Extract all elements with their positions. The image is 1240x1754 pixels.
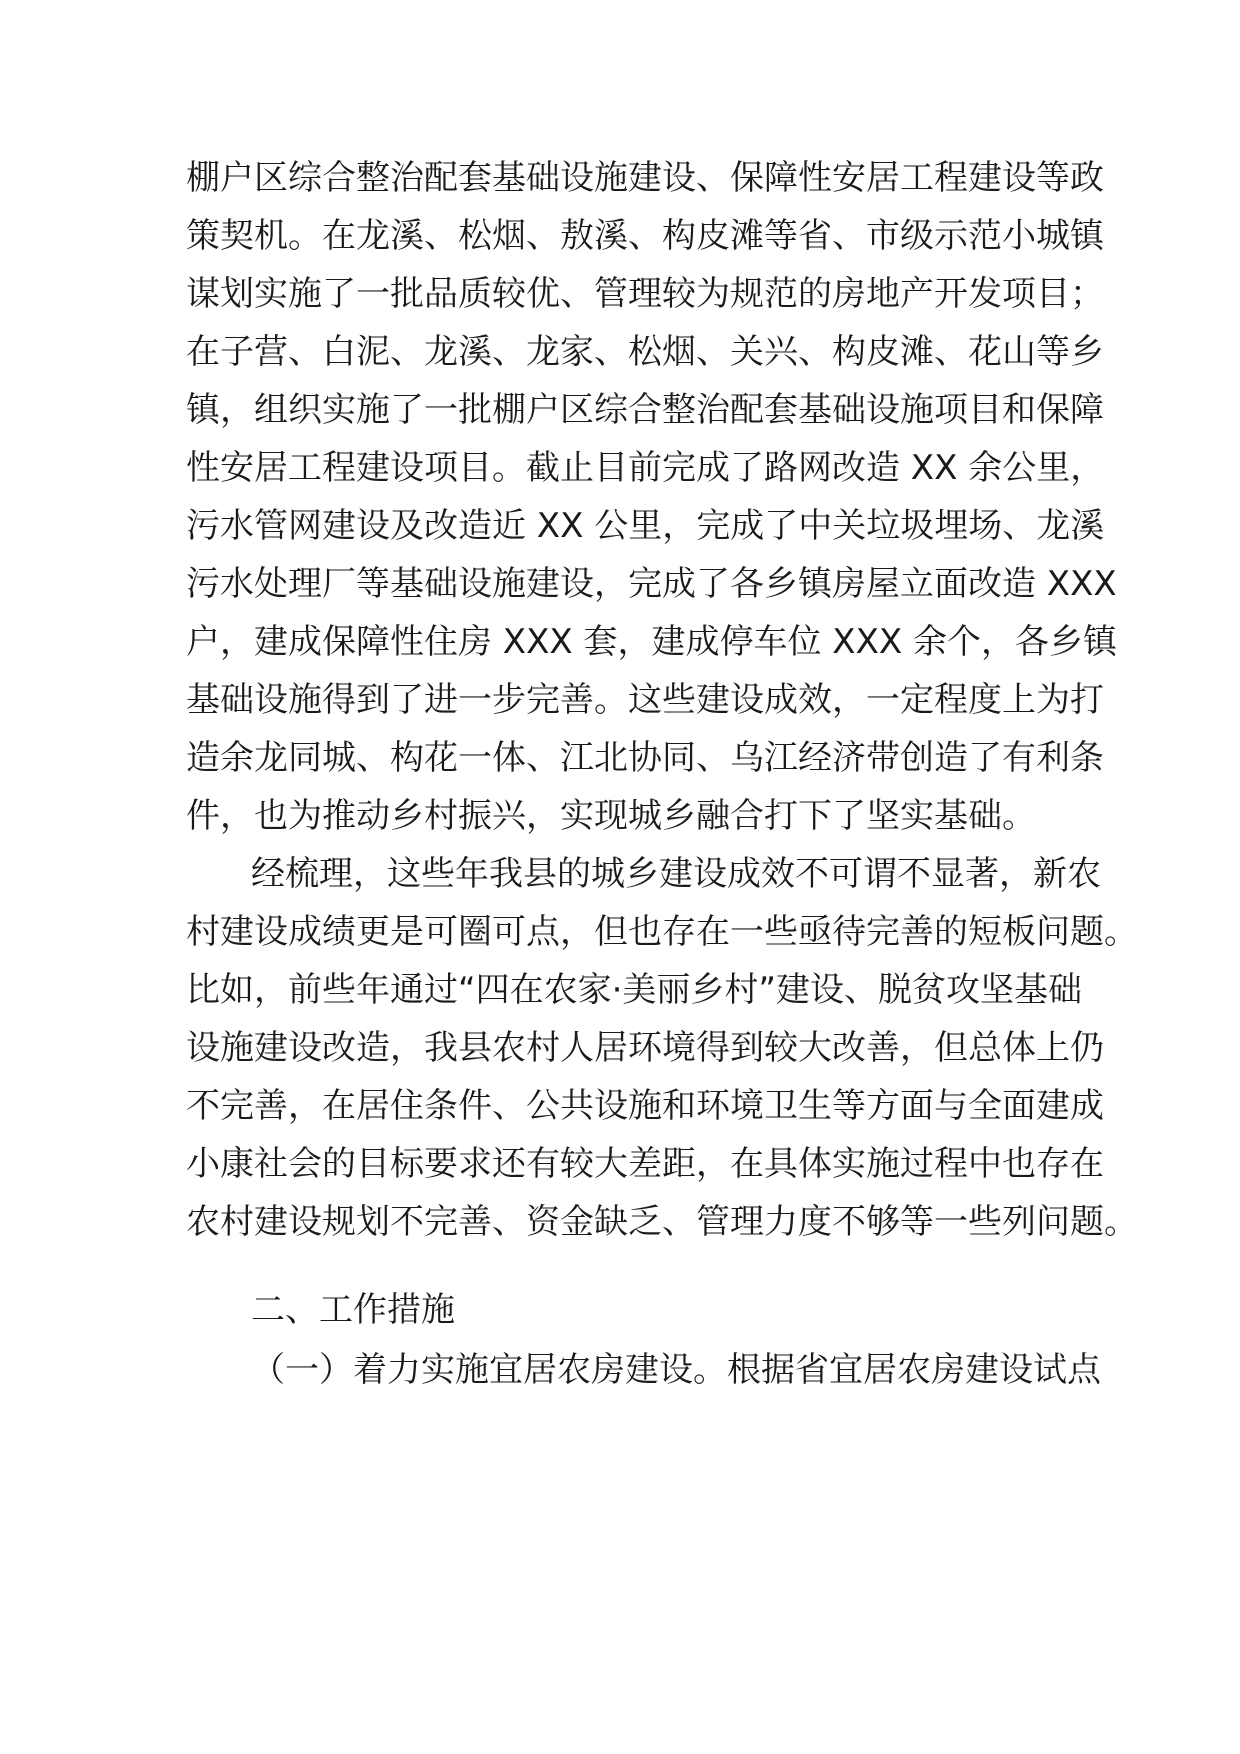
text-line: 性安居工程建设项目。截止目前完成了路网改造 XX 余公里， — [186, 448, 1105, 488]
text-line: 小康社会的目标要求还有较大差距，在具体实施过程中也存在 — [186, 1144, 1104, 1184]
text-line: 经梳理，这些年我县的城乡建设成效不可谓不显著，新农 — [251, 854, 1101, 894]
text-line: 村建设成绩更是可圈可点，但也存在一些亟待完善的短板问题。 — [186, 912, 1138, 952]
text-line: 棚户区综合整治配套基础设施建设、保障性安居工程建设等政 — [186, 158, 1104, 198]
section-heading: 二、工作措施 — [251, 1290, 455, 1330]
text-line: 农村建设规划不完善、资金缺乏、管理力度不够等一些列问题。 — [186, 1202, 1138, 1242]
subsection-line: （一）着力实施宜居农房建设。根据省宜居农房建设试点 — [251, 1350, 1101, 1390]
text-line: 污水处理厂等基础设施建设，完成了各乡镇房屋立面改造 XXX — [186, 564, 1117, 604]
text-line: 比如，前些年通过“四在农家·美丽乡村”建设、脱贫攻坚基础 — [186, 970, 1083, 1010]
text-line: 在子营、白泥、龙溪、龙家、松烟、关兴、构皮滩、花山等乡 — [186, 332, 1104, 372]
text-line: 件，也为推动乡村振兴，实现城乡融合打下了坚实基础。 — [186, 796, 1036, 836]
text-line: 不完善，在居住条件、公共设施和环境卫生等方面与全面建成 — [186, 1086, 1104, 1126]
text-line: 设施建设改造，我县农村人居环境得到较大改善，但总体上仍 — [186, 1028, 1104, 1068]
text-line: 策契机。在龙溪、松烟、敖溪、构皮滩等省、市级示范小城镇 — [186, 216, 1104, 256]
text-line: 基础设施得到了进一步完善。这些建设成效，一定程度上为打 — [186, 680, 1104, 720]
text-line: 镇，组织实施了一批棚户区综合整治配套基础设施项目和保障 — [186, 390, 1104, 430]
text-line: 谋划实施了一批品质较优、管理较为规范的房地产开发项目； — [186, 274, 1104, 314]
text-line: 户，建成保障性住房 XXX 套，建成停车位 XXX 余个，各乡镇 — [186, 622, 1117, 662]
text-line: 造余龙同城、构花一体、江北协同、乌江经济带创造了有利条 — [186, 738, 1104, 778]
text-line: 污水管网建设及改造近 XX 公里，完成了中关垃圾埋场、龙溪 — [186, 506, 1105, 546]
